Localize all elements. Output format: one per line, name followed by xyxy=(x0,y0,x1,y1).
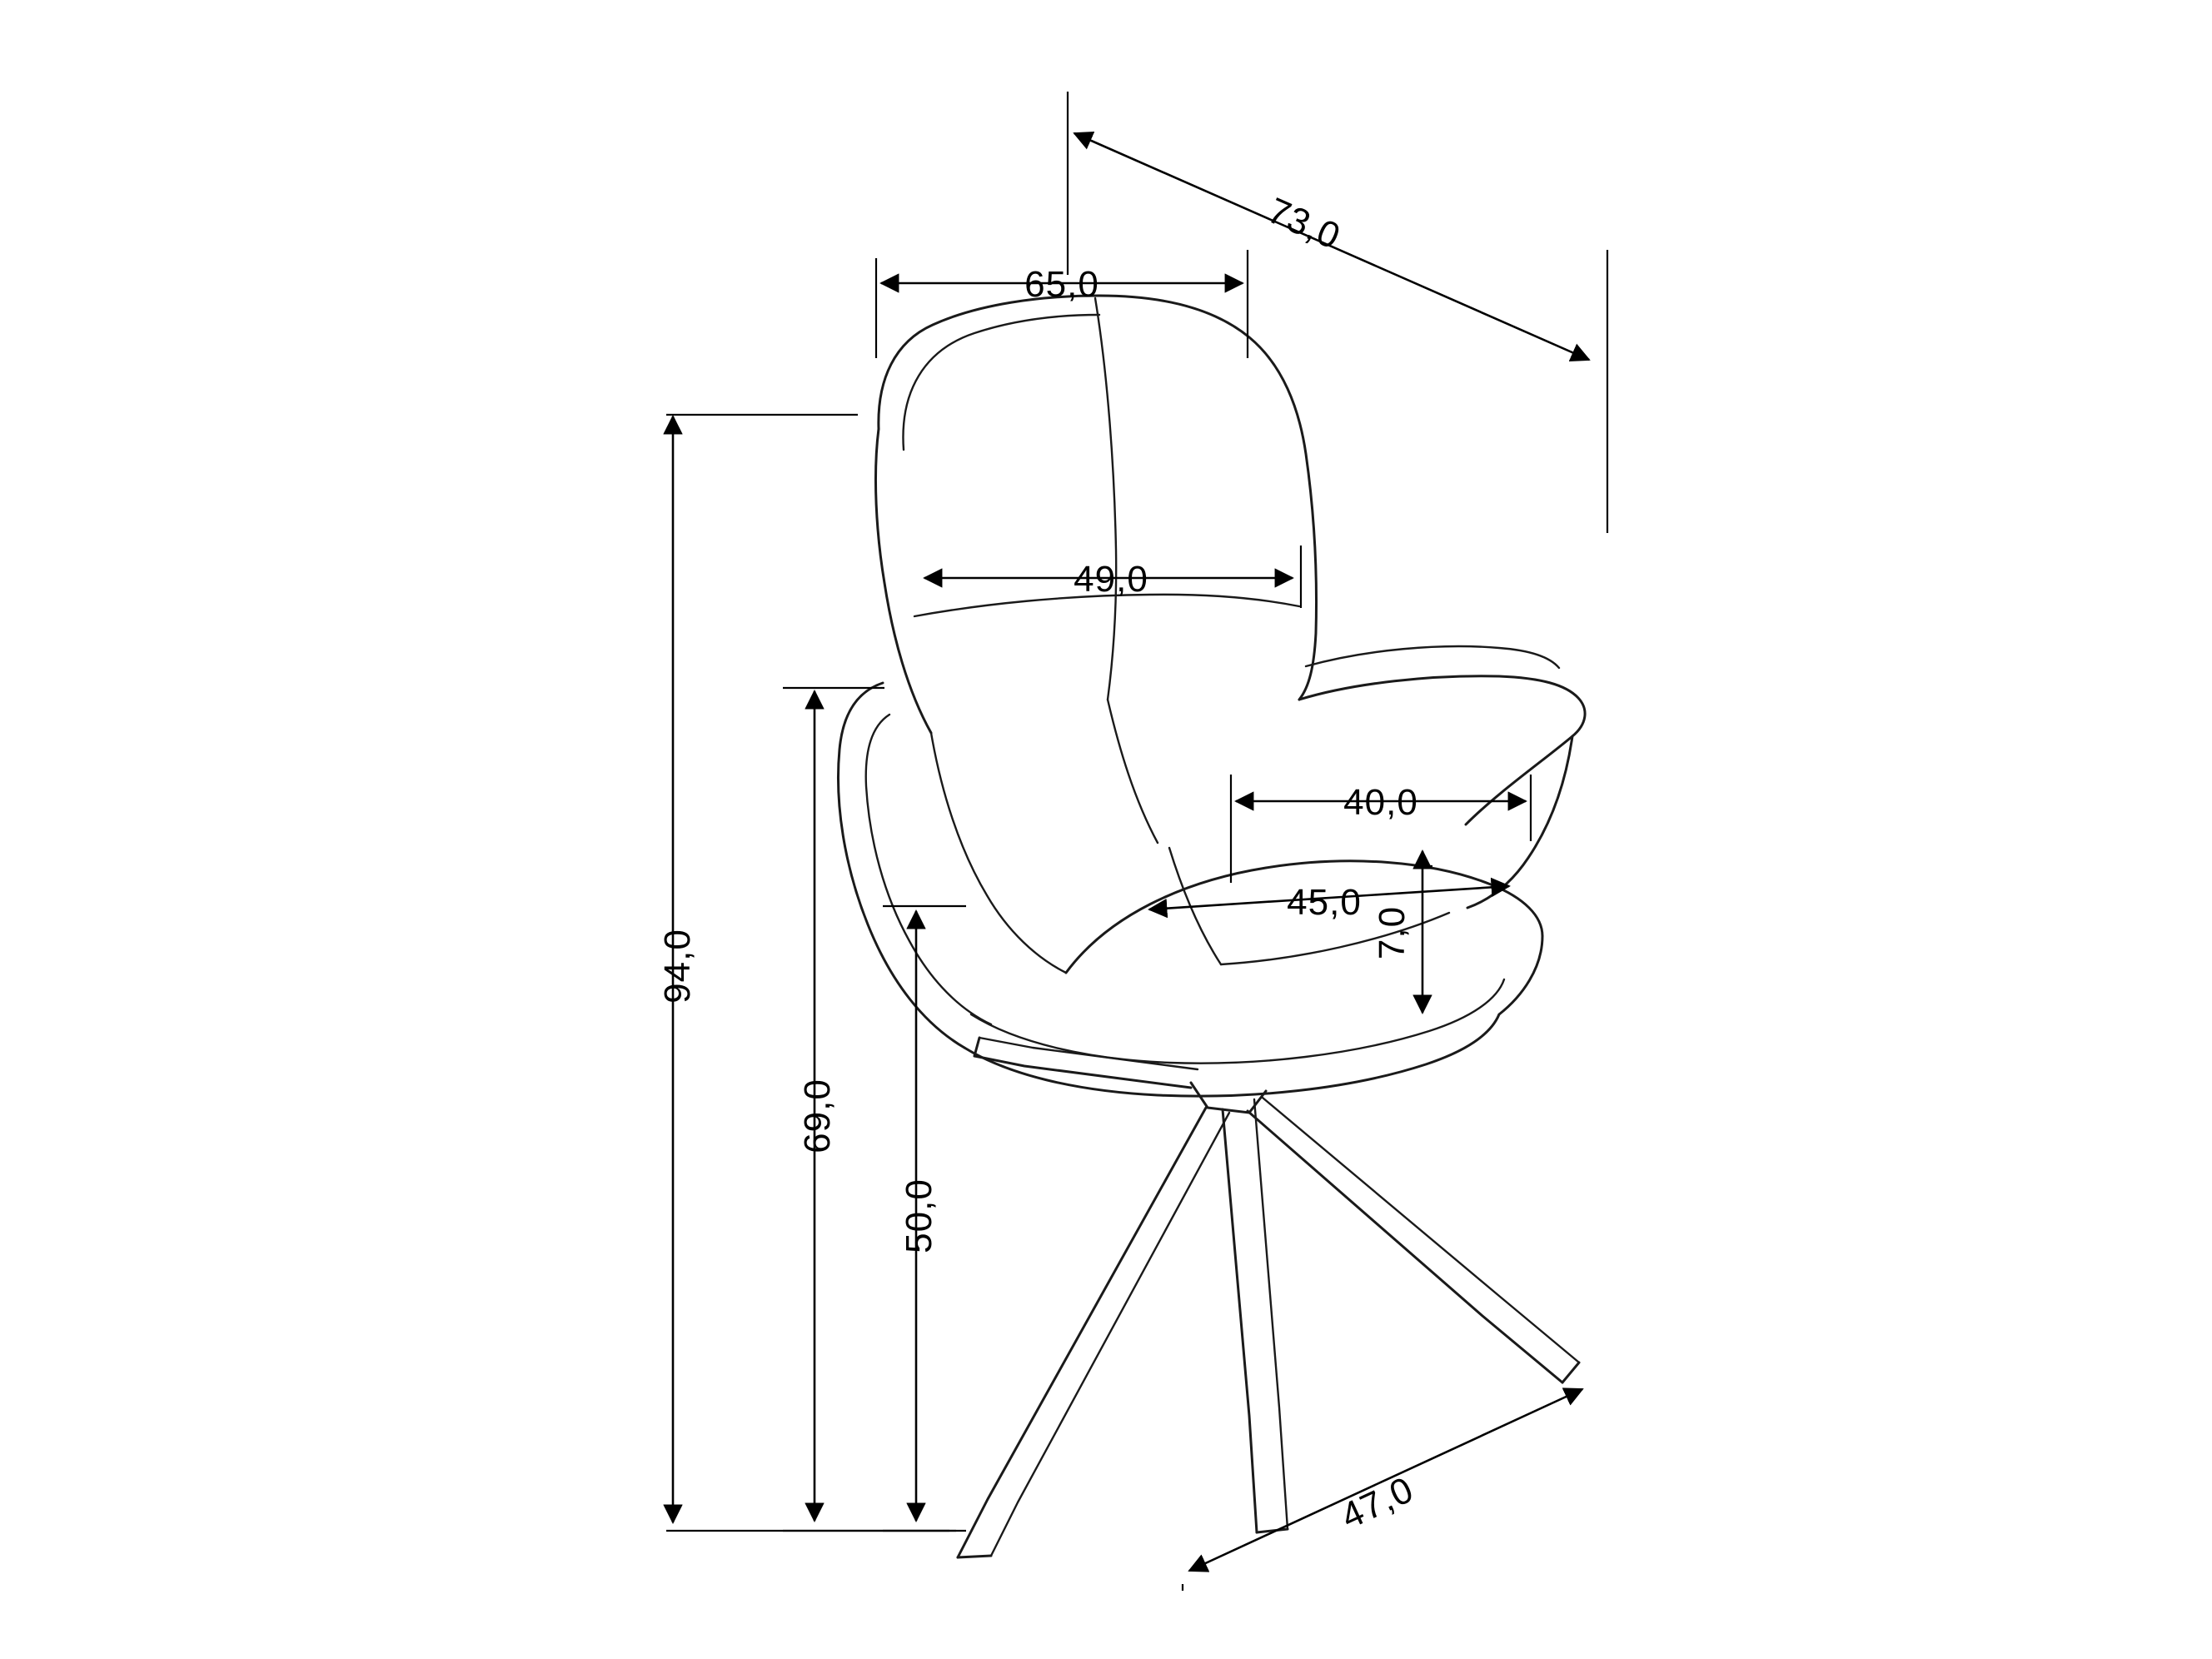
dimension-seat-cushion-thickness xyxy=(1372,851,1432,1013)
dimension-label-seat-width: 45,0 xyxy=(1287,882,1362,923)
dimension-label-overall-height: 94,0 xyxy=(657,929,698,1004)
dimension-overall-height xyxy=(657,415,956,1531)
dimension-label-seat-height: 50,0 xyxy=(899,1178,939,1253)
dimension-overall-width xyxy=(876,250,1248,358)
dimension-label-armrest-height: 69,0 xyxy=(797,1079,838,1153)
dimension-overall-depth xyxy=(1068,92,1607,533)
dimension-base-span xyxy=(1183,1389,1582,1591)
dimension-label-backrest-width: 49,0 xyxy=(1074,559,1148,600)
chair-illustration xyxy=(838,296,1585,1557)
dimension-label-overall-width: 65,0 xyxy=(1024,264,1099,305)
dimension-label-seat-cushion-thickness: 7,0 xyxy=(1372,905,1412,960)
dimension-label-overall-depth: 73,0 xyxy=(1261,190,1347,258)
dimension-armrest-height xyxy=(783,688,949,1531)
dimension-label-seat-depth: 40,0 xyxy=(1343,782,1418,823)
dimension-seat-width xyxy=(1149,882,1509,923)
dimension-label-base-span: 47,0 xyxy=(1334,1468,1420,1537)
